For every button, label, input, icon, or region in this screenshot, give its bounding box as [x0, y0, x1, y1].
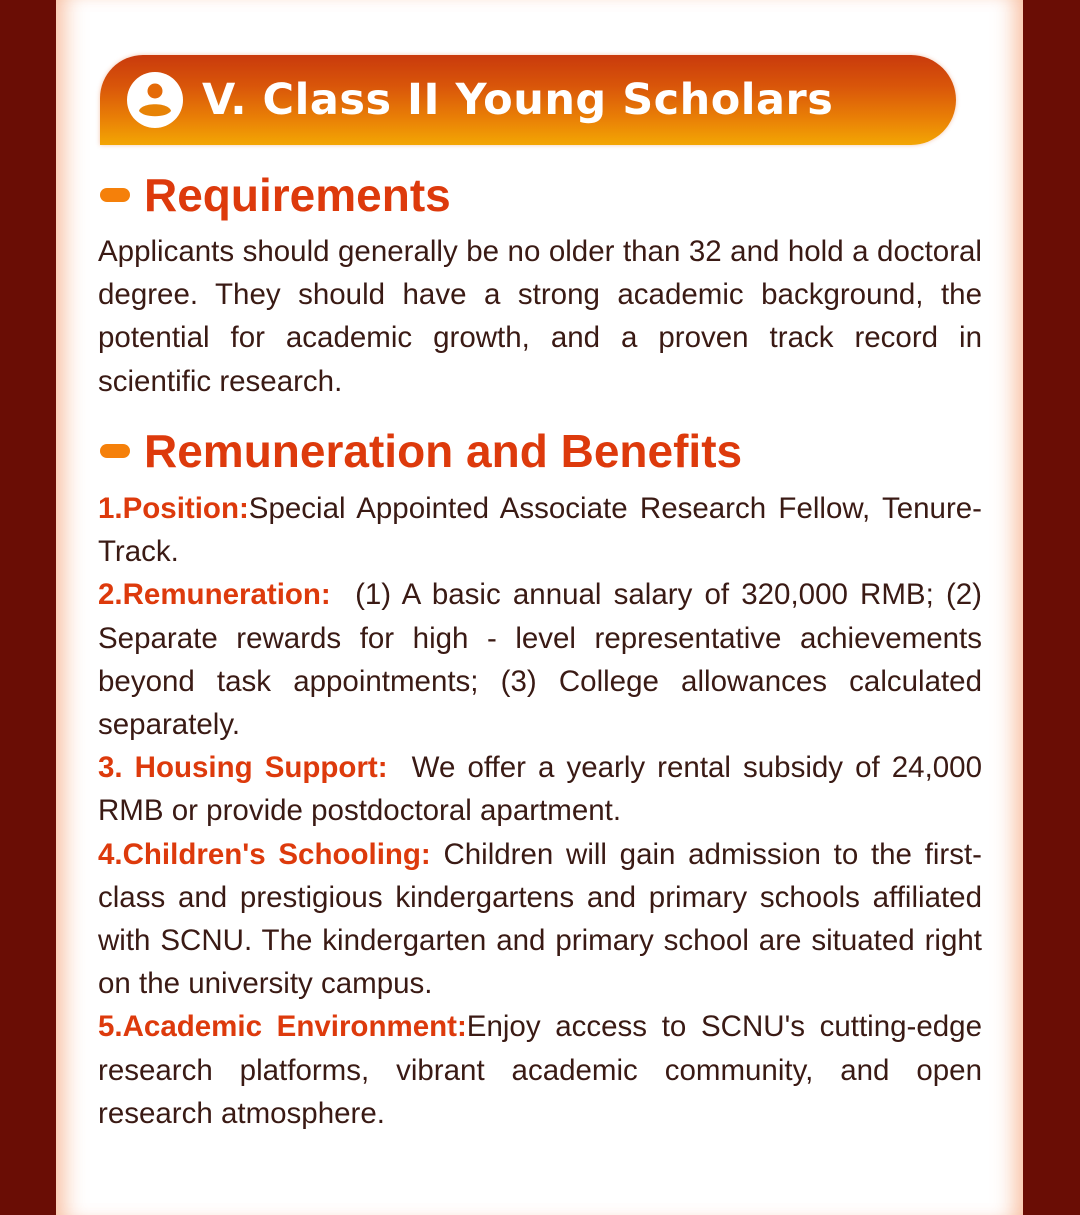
benefit-label: 3. Housing Support: — [98, 751, 388, 785]
bullet-icon — [100, 188, 130, 202]
benefit-item-position — [98, 487, 982, 573]
benefit-item-housing — [98, 746, 982, 832]
benefits-heading — [100, 424, 742, 478]
section-banner — [100, 55, 956, 145]
benefit-label: 4.Children's Schooling: — [98, 837, 431, 871]
benefit-label: 1.Position: — [98, 492, 249, 525]
benefit-label: 5.Academic Environment: — [98, 1010, 467, 1044]
section-title: V. Class II Young Scholars — [202, 75, 834, 125]
benefit-item-remuneration — [98, 573, 982, 746]
benefit-text: Enjoy access to SCNU's cutting-edge research platforms, vibrant academic community, and open research atmosphere. — [98, 1010, 982, 1130]
benefit-text: Special Appointed Associate Research Fellow, Tenure-Track. — [98, 492, 982, 569]
benefits-list — [98, 487, 982, 1135]
benefit-item-environment — [98, 1005, 982, 1135]
requirements-heading — [100, 168, 451, 222]
benefit-item-schooling — [98, 833, 982, 1006]
benefit-text: (1) A basic annual salary of 320,000 RMB; (2) Separate rewards for high - level representative achievements beyond task appointments; (3) College allowances calculated separately. — [98, 578, 982, 742]
content-card — [56, 0, 1023, 1215]
benefits-heading-text: Remuneration and Benefits — [144, 425, 743, 477]
requirements-heading-text: Requirements — [144, 169, 451, 221]
requirements-text: Applicants should generally be no older than 32 and hold a doctoral degree. They should have a strong academic background, the potential for academic growth, and a proven track record in scientific research. — [98, 235, 982, 398]
benefit-text: Children will gain admission to the first-class and prestigious kindergartens and primary schools affiliated with SCNU. The kindergarten and primary school are situated right on the university campus. — [98, 837, 982, 1001]
benefit-label: 2.Remuneration: — [98, 578, 331, 612]
benefit-text: We offer a yearly rental subsidy of 24,000 RMB or provide postdoctoral apartment. — [98, 751, 982, 828]
bullet-icon — [100, 444, 130, 458]
person-circle-icon — [126, 71, 184, 129]
